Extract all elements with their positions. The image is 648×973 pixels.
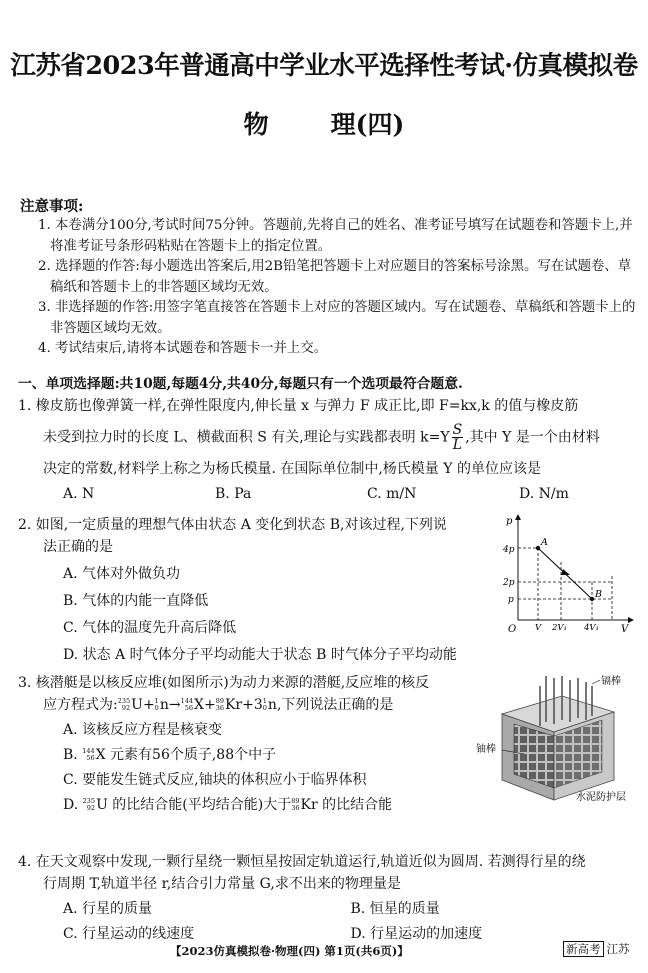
isotope-x144	[181, 698, 193, 712]
atomic-number: 92	[86, 804, 96, 812]
question-3	[18, 672, 513, 816]
atomic-number: 0	[154, 704, 159, 712]
logo-box: 新高考	[563, 941, 604, 957]
q3-option-d	[18, 794, 513, 816]
atomic-number: 92	[121, 704, 131, 712]
mass-number: 144	[180, 697, 193, 705]
neutron	[155, 698, 159, 712]
mass-number: 89	[291, 797, 300, 805]
q1-line-2a: 未受到拉力时的长度 L、横截面积 S 有关,理论与实践都表明 k=Y	[43, 429, 450, 446]
fraction-numerator: S	[452, 422, 463, 438]
origin-label: O	[508, 624, 517, 632]
note-item: 4. 考试结束后,请将本试题卷和答题卡一并上交。	[38, 341, 328, 356]
q4-option-c: C. 行星运动的线速度	[63, 926, 195, 942]
x-symbol: X+	[193, 697, 216, 713]
q2-option-b: B. 气体的内能一直降低	[63, 593, 209, 609]
q1-option-c: C. m/N	[367, 486, 417, 502]
tick-4v1: 4V₁	[584, 623, 599, 632]
rod-side-label: 铀棒	[476, 744, 496, 755]
section-heading: 一、单项选择题:共10题,每题4分,共40分,每题只有一个选项最符合题意.	[18, 376, 463, 392]
q1-option-b: B. Pa	[215, 486, 252, 502]
subject-title	[0, 105, 648, 141]
pv-diagram	[500, 512, 640, 632]
atomic-number: 36	[215, 704, 224, 712]
mass-number: 1	[262, 697, 267, 705]
note-item: 3. 非选择题的作答:用签字笔直接答在答题卡上对应的答题区域内。写在试题卷、草稿纸和答题卡上的非答题区域均无效。	[38, 300, 636, 336]
q4-option-b: B. 恒星的质量	[350, 901, 440, 917]
q1-line-1: 1. 橡皮筋也像弹簧一样,在弹性限度内,伸长量 x 与弹力 F 成正比,即 F=kx,k 的值与橡皮筋	[18, 398, 579, 414]
subject-left: 物	[243, 110, 269, 139]
tick-4p: 4p	[503, 545, 515, 555]
atomic-number: 0	[262, 704, 267, 712]
q1-option-a: A. N	[63, 486, 95, 502]
page-footer: 【2023仿真模拟卷·物理(四) 第1页(共6页)】	[170, 944, 409, 958]
notes-list	[22, 216, 637, 360]
option-text: U 的比结合能(平均结合能)大于	[96, 797, 292, 813]
neutron-symbol: n	[267, 697, 277, 713]
q3-line-2-suffix: ,下列说法正确的是	[276, 697, 394, 713]
shield-label: 水泥防护层	[576, 792, 626, 803]
q3-line-2	[18, 694, 513, 716]
option-letter: D.	[63, 797, 83, 813]
tick-2v1: 2V₁	[552, 623, 567, 632]
q2-option-a: A. 气体对外做负功	[63, 566, 181, 582]
atomic-number: 36	[291, 804, 300, 812]
atomic-number: 56	[86, 754, 95, 762]
p-axis-label: p	[506, 516, 513, 527]
mass-number: 235	[117, 697, 131, 705]
mass-number: 1	[154, 697, 159, 705]
question-2	[18, 514, 508, 666]
note-item: 2. 选择题的作答:每小题选出答案后,用2B铅笔把答题卡上对应题目的答案标号涂黑。写在试题卷、草稿纸和答题卡上的非答题区域均无效。	[38, 259, 632, 295]
notes-heading: 注意事项:	[20, 198, 84, 215]
isotope-x144	[82, 748, 94, 762]
q3-line-2-prefix: 应方程式为:	[43, 697, 118, 713]
option-text: Kr 的比结合能	[300, 797, 393, 813]
neutron	[263, 698, 267, 712]
exam-title: 江苏省2023年普通高中学业水平选择性考试·仿真模拟卷	[10, 51, 638, 81]
q2-option-c: C. 气体的温度先升高后降低	[63, 620, 237, 636]
brand-logo	[563, 941, 630, 957]
option-text: X 元素有56个质子,88个中子	[95, 747, 277, 763]
q1-fraction	[452, 423, 464, 452]
q4-option-a: A. 行星的质量	[63, 901, 153, 917]
q3-option-c: C. 要能发生链式反应,铀块的体积应小于临界体积	[63, 772, 367, 788]
q4-line-1: 4. 在天文观察中发现,一颗行星绕一颗恒星按固定轨道运行,轨道近似为圆周. 若测得行星的绕	[18, 854, 586, 870]
q2-line-2: 法正确的是	[43, 539, 113, 555]
rod-top-label: 镉棒	[601, 676, 621, 687]
q4-line-2: 行周期 T,轨道半径 r,结合引力常量 G,求不出来的物理量是	[43, 876, 401, 892]
question-1	[18, 395, 633, 505]
q3-option-a: A. 该核反应方程是核衰变	[63, 722, 223, 738]
uranium-symbol: U+	[131, 697, 155, 713]
mass-number: 89	[215, 697, 224, 705]
point-a	[536, 546, 540, 550]
tick-p: p	[508, 595, 514, 605]
q1-option-d: D. N/m	[519, 486, 569, 502]
q4-option-d: D. 行星运动的加速度	[350, 926, 483, 942]
q1-options	[18, 483, 633, 505]
option-letter: B.	[63, 747, 83, 763]
point-b-label: B	[595, 589, 602, 600]
q1-line-3: 决定的常数,材料学上称之为杨氏模量. 在国际单位制中,杨氏模量 Y 的单位应该是	[43, 461, 541, 477]
process-arrow	[561, 569, 570, 575]
question-4	[18, 851, 638, 945]
v-axis-arrow	[628, 617, 634, 623]
q1-line-2b: ,其中 Y 是一个由材料	[465, 429, 600, 446]
q4-options-row-2	[18, 923, 638, 945]
atomic-number: 56	[184, 704, 193, 712]
reactor-figure	[474, 672, 640, 810]
q2-option-d: D. 状态 A 时气体分子平均动能大于状态 B 时气体分子平均动能	[63, 647, 457, 663]
v-axis-label: V	[621, 624, 629, 632]
q3-line-1: 3. 核潜艇是以核反应堆(如图所示)为动力来源的潜艇,反应堆的核反	[18, 675, 430, 691]
logo-region: 江苏	[606, 942, 630, 956]
point-a-label: A	[541, 537, 548, 548]
mass-number: 144	[82, 747, 95, 755]
fraction-denominator: L	[452, 437, 463, 453]
isotope-u235	[118, 698, 130, 712]
p-axis-arrow	[515, 514, 521, 520]
tick-v: V	[535, 623, 542, 632]
isotope-kr89	[291, 798, 299, 812]
isotope-u235	[83, 798, 95, 812]
mass-number: 235	[82, 797, 96, 805]
rod-top-leader	[592, 680, 600, 684]
tick-2p: 2p	[503, 578, 515, 588]
q1-line-2	[18, 423, 633, 452]
q4-options-row-1	[18, 898, 638, 920]
krypton-symbol: Kr+3	[224, 697, 263, 713]
note-item: 1. 本卷满分100分,考试时间75分钟。答题前,先将自己的姓名、准考证号填写在试题卷和答题卡上,并将准考证号条形码粘贴在答题卡上的指定位置。	[38, 218, 633, 254]
isotope-kr89	[216, 698, 224, 712]
q3-option-b	[18, 744, 513, 766]
subject-right: 理(四)	[330, 110, 405, 139]
neutron-symbol: n→	[159, 697, 181, 713]
q2-line-1: 2. 如图,一定质量的理想气体由状态 A 变化到状态 B,对该过程,下列说	[18, 517, 447, 533]
point-b	[590, 597, 594, 601]
